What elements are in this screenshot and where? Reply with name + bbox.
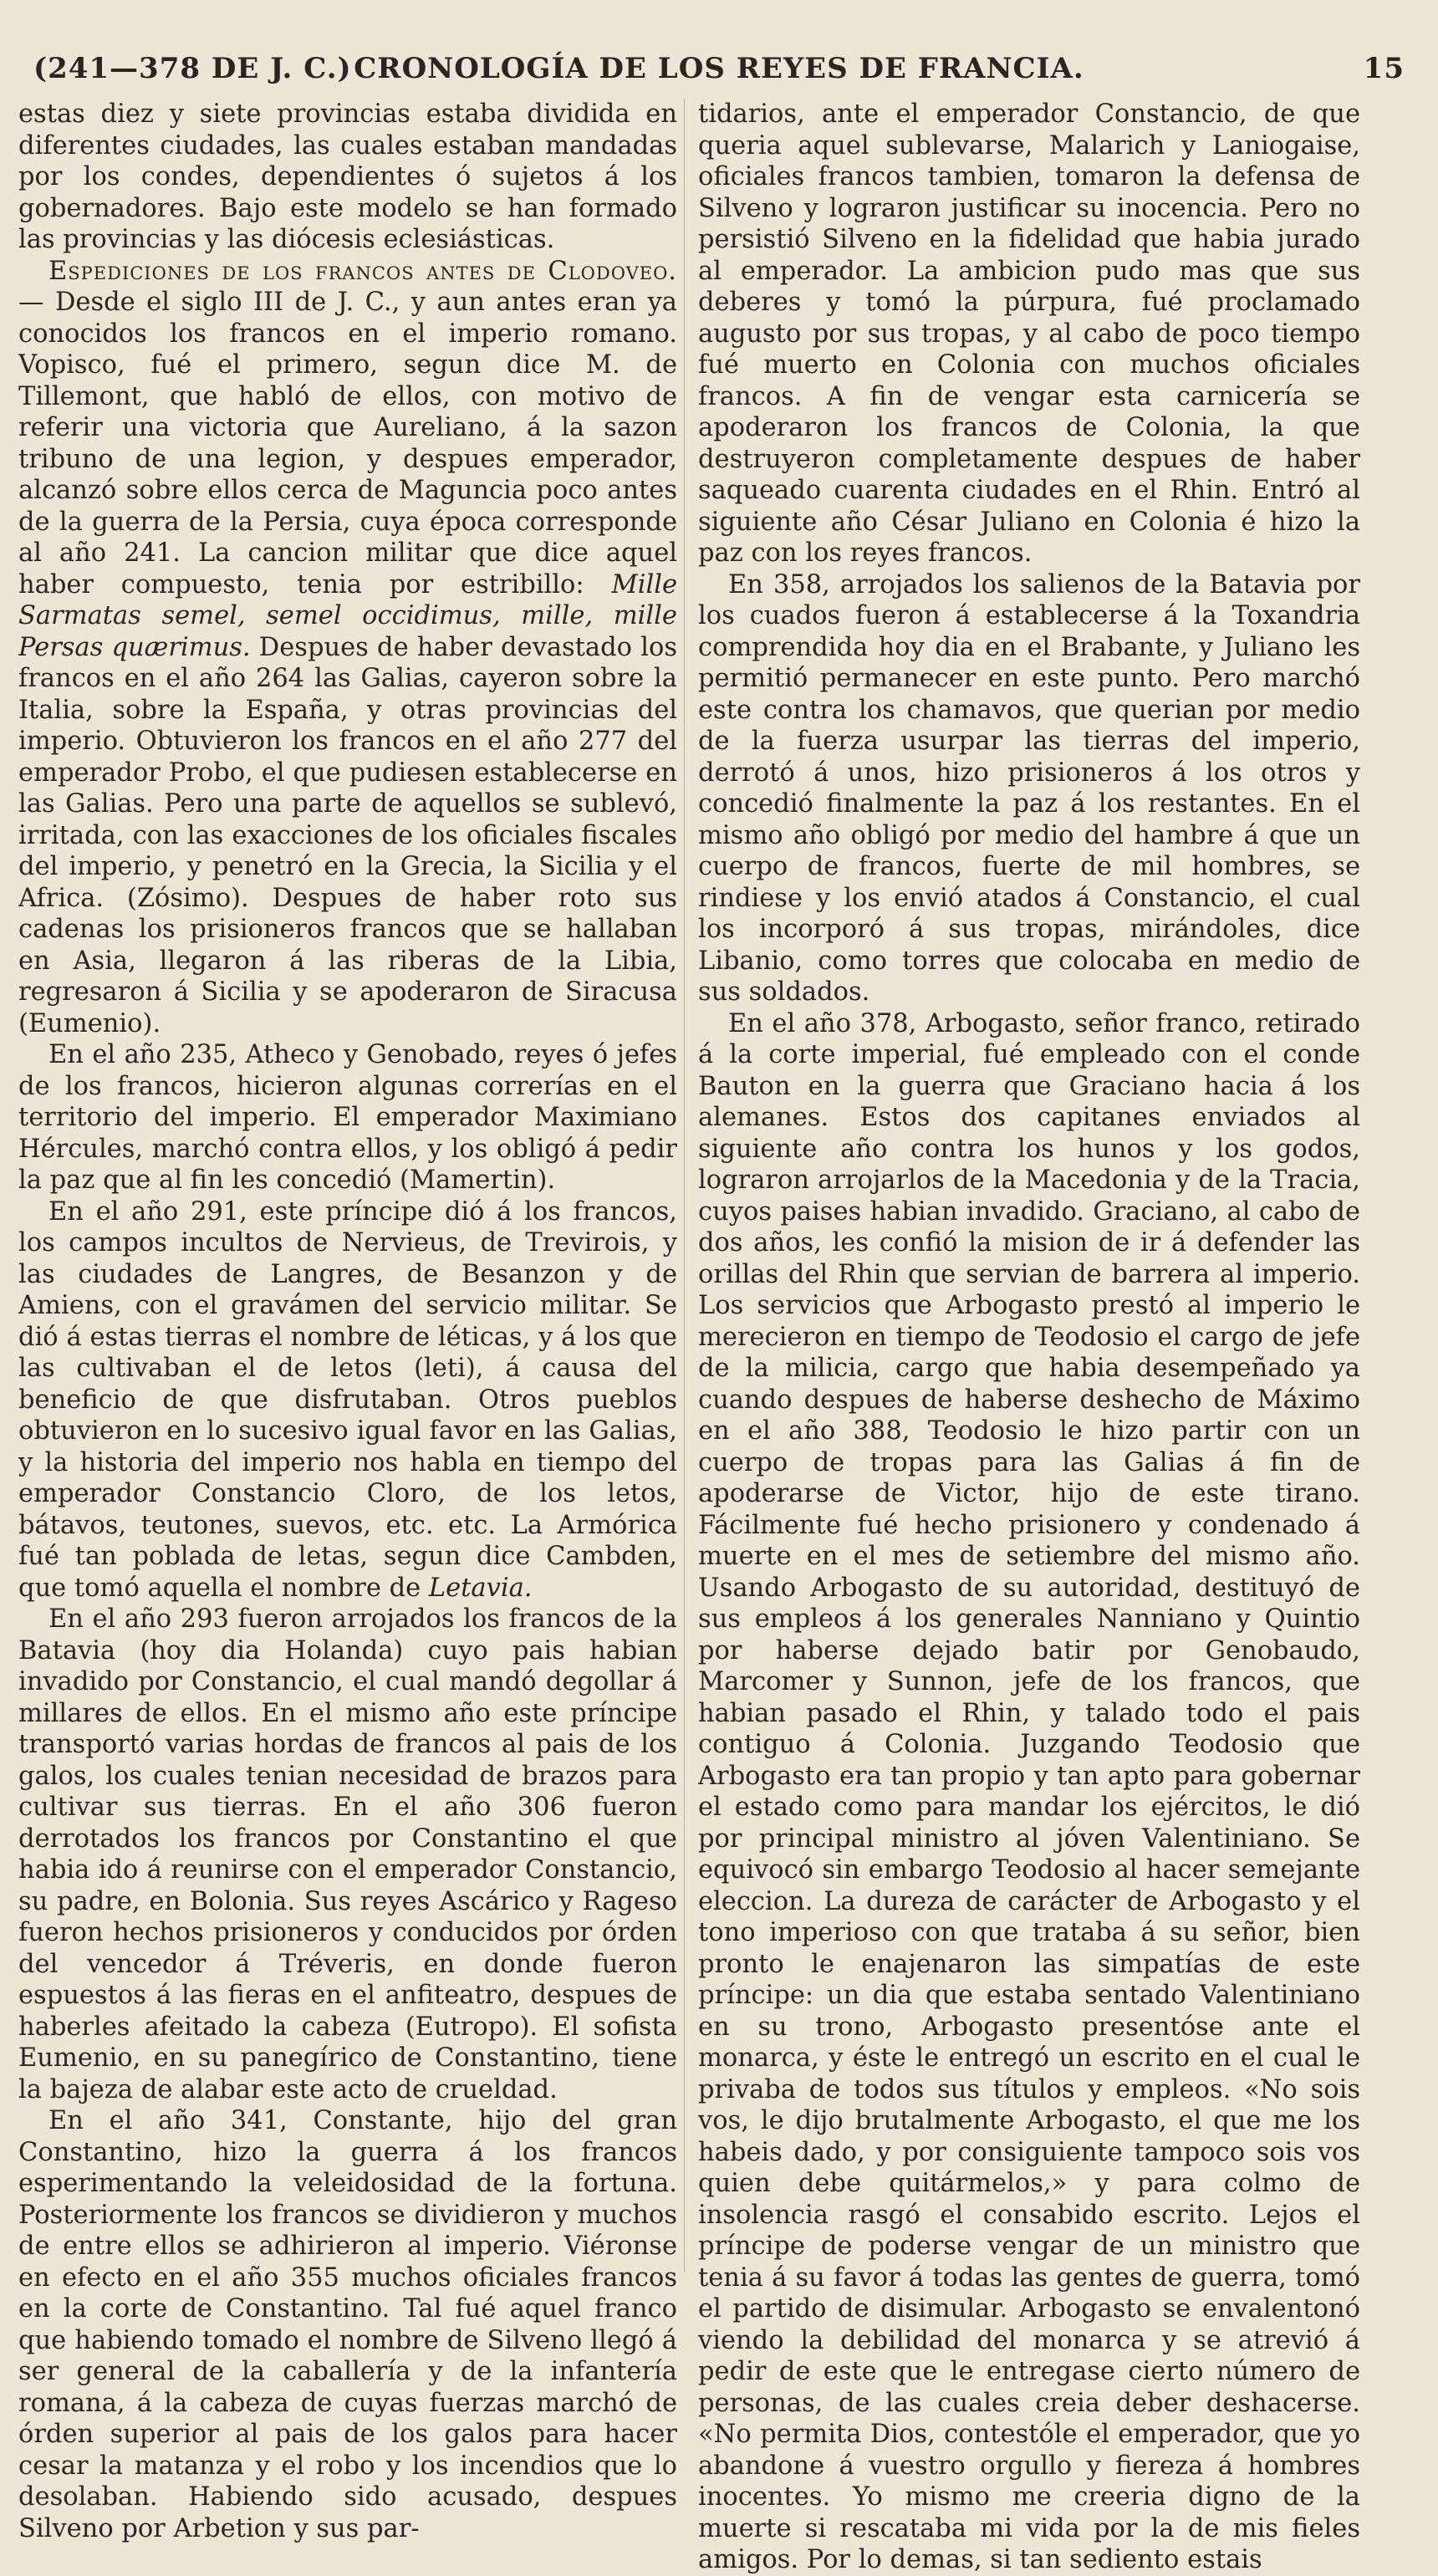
- paragraph: En el año 293 fueron arrojados los francos de la Batavia (hoy dia Holanda) cuyo pais habian invadido por Constancio, el cual mandó degollar á millares de ellos. En el mismo año este príncipe transportó varias hordas de francos al pais de los galos, los cuales tenian necesidad de brazos para cultivar sus tierras. En el año 306 fueron derrotados los francos por Constantino el que habia ido á reunirse con el emperador Constancio, su padre, en Bolonia. Sus reyes Ascárico y Rageso fueron hechos prisioneros y conducidos por órden del vencedor á Tréveris, en donde fueron espuestos á las fieras en el anfiteatro, despues de haberles afeitado la cabeza (Eutropo). El sofista Eumenio, en su panegírico de Constantino, tiene la bajeza de alabar este acto de crueldad.: [18, 1604, 677, 2104]
- paragraph: estas diez y siete provincias estaba dividida en diferentes ciudades, las cuales estaban mandadas por los condes, dependientes ó sujetos á los gobernadores. Bajo este modelo se han formado las provincias y las diócesis eclesiásticas.: [18, 99, 677, 254]
- paragraph: En el año 378, Arbogasto, señor franco, retirado á la corte imperial, fué empleado con el conde Bauton en la guerra que Graciano hacia á los alemanes. Estos dos capitanes enviados al siguiente año contra los hunos y los godos, lograron arrojarlos de la Macedonia y de la Tracia, cuyos paises habian invadido. Graciano, al cabo de dos años, les confió la mision de ir á defender las orillas del Rhin que servian de barrera al imperio. Los servicios que Arbogasto prestó al imperio le merecieron en tiempo de Teodosio el cargo de jefe de la milicia, cargo que habia desempeñado ya cuando despues de haberse deshecho de Máximo en el año 388, Teodosio le hizo partir con un cuerpo de tropas para las Galias á fin de apoderarse de Victor, hijo de este tirano. Fácilmente fué hecho prisionero y condenado á muerte en el mes de setiembre del mismo año. Usando Arbogasto de su autoridad, destituyó de sus empleos á los generales Nanniano y Quintio por haberse dejado batir por Genobaudo, Marcomer y Sunnon, jefe de los francos, que habian pasado el Rhin, y talado todo el pais contiguo á Colonia. Juzgando Teodosio que Arbogasto era tan propio y tan apto para gobernar el estado como para mandar los ejércitos, le dió por principal ministro al jóven Valentiniano. Se equivocó sin embargo Teodosio al hacer semejante eleccion. La dureza de carácter de Arbogasto y el tono imperioso con que trataba á su señor, bien pronto le enajenaron las simpatías de este príncipe: un dia que estaba sentado Valentiniano en su trono, Arbogasto presentóse ante el monarca, y éste le entregó un escrito en el cual le privaba de todos sus títulos y empleos. «No sois vos, le dijo brutalmente Arbogasto, el que me los habeis dado, y por consiguiente tampoco sois vos quien debe quitármelos,» y para colmo de insolencia rasgó el consabido escrito. Lejos el príncipe de poderse vengar de un ministro que tenia á su favor á todas las gentes de guerra, tomó el partido de disimular. Arbogasto se envalentonó viendo la debilidad del monarca y se atrevió á pedir de este que le entregase cierto número de personas, de las cuales creia deber deshacerse. «No permita Dios, contestóle el emperador, que yo abandone á vuestro orgullo y fiereza á hombres inocentes. Yo mismo me creeria digno de la muerte si rescataba mi vida por la de mis fieles amigos. Por lo demas, si tan sediento estais: [698, 1008, 1360, 2574]
- paragraph: [18, 1196, 677, 1604]
- header-title: CRONOLOGÍA DE LOS REYES DE FRANCIA.: [354, 52, 1084, 85]
- latin-quote: Mille Sarmatas semel, semel occidimus, mille, mille Persas quærimus.: [18, 569, 677, 662]
- italic-term: Letavia.: [428, 1573, 533, 1603]
- paragraph-text: — Desde el siglo III de J. C., y aun antes eran ya conocidos los francos en el imperio romano. Vopisco, fué el primero, segun dice M. de Tillemont, que habló de ellos, con motivo de referir una victoria que Aureliano, á la sazon tribuno de una legion, y despues emperador, alcanzó sobre ellos cerca de Maguncia poco antes de la guerra de la Persia, cuya época corresponde al año 241. La cancion militar que dice aquel haber compuesto, tenia por estribillo:: [18, 288, 677, 599]
- paragraph: [18, 256, 677, 1040]
- header-date-range: (241—378 DE J. C.): [33, 52, 352, 85]
- paragraph: En el año 341, Constante, hijo del gran Constantino, hizo la guerra á los francos esperimentando la veleidosidad de la fortuna. Posteriormente los francos se dividieron y muchos de entre ellos se adhirieron al imperio. Viéronse en efecto en el año 355 muchos oficiales francos en la corte de Constantino. Tal fué aquel franco que habiendo tomado el nombre de Silveno llegó á ser general de la caballería y de la infantería romana, á la cabeza de cuyas fuerzas marchó de órden superior al pais de los galos para hacer cesar la matanza y el robo y los incendios que lo desolaban. Habiendo sido acusado, despues Silveno por Arbetion y sus par-: [18, 2106, 677, 2543]
- paragraph: En 358, arrojados los salienos de la Batavia por los cuados fueron á establecerse á la Toxandria comprendida hoy dia en el Brabante, y Juliano les permitió permanecer en este punto. Pero marchó este contra los chamavos, que querian por medio de la fuerza usurpar las tierras del imperio, derrotó á unos, hizo prisioneros á los otros y concedió finalmente la paz á los restantes. En el mismo año obligó por medio del hambre á que un cuerpo de francos, fuerte de mil hombres, se rindiese y los envió atados á Constancio, el cual los incorporó á sus tropas, mirándoles, dice Libanio, como torres que colocaba en medio de sus soldados.: [698, 569, 1360, 1007]
- section-heading: Espediciones de los francos antes de Clodoveo.: [48, 256, 677, 286]
- paragraph: En el año 235, Atheco y Genobado, reyes ó jefes de los francos, hicieron algunas correrías en el territorio del imperio. El emperador Maximiano Hércules, marchó contra ellos, y los obligó á pedir la paz que al fin les concedió (Mamertin).: [18, 1040, 677, 1195]
- paragraph: tidarios, ante el emperador Constancio, de que queria aquel sublevarse, Malarich y Laniogaise, oficiales francos tambien, tomaron la defensa de Silveno y lograron justificar su inocencia. Pero no persistió Silveno en la fidelidad que habia jurado al emperador. La ambicion pudo mas que sus deberes y tomó la púrpura, fué proclamado augusto por sus tropas, y al cabo de poco tiempo fué muerto en Colonia con muchos oficiales francos. A fin de vengar esta carnicería se apoderaron los francos de Colonia, la que destruyeron completamente despues de haber saqueado cuarenta ciudades en el Rhin. Entró al siguiente año César Juliano en Colonia é hizo la paz con los reyes francos.: [698, 99, 1360, 568]
- page-header: [33, 52, 1405, 100]
- paragraph-text: En el año 291, este príncipe dió á los francos, los campos incultos de Nervieus, de Trevirois, y las ciudades de Langres, de Besanzon y de Amiens, con el gravámen del servicio militar. Se dió á estas tierras el nombre de léticas, y á los que las cultivaban el de letos (leti), á causa del beneficio de que disfrutaban. Otros pueblos obtuvieron en lo sucesivo igual favor en las Galias, y la historia del imperio nos habla en tiempo del emperador Constancio Cloro, de los letos, bátavos, teutones, suevos, etc. etc. La Armórica fué tan poblada de letas, segun dice Cambden, que tomó aquella el nombre de: [18, 1196, 677, 1603]
- page-number: 15: [1363, 52, 1405, 85]
- column-divider: [684, 99, 685, 2272]
- right-column: [698, 99, 1360, 2576]
- paragraph-text: Despues de haber devastado los francos en el año 264 las Galias, cayeron sobre la Italia, sobre la España, y otras provincias del imperio. Obtuvieron los francos en el año 277 del emperador Probo, el que pudiesen establecerse en las Galias. Pero una parte de aquellos se sublevó, irritada, con las exacciones de los oficiales fiscales del imperio, y penetró en la Grecia, la Sicilia y el Africa. (Zósimo). Despues de haber roto sus cadenas los prisioneros francos que se hallaban en Asia, llegaron á las riberas de la Libia, regresaron á Sicilia y se apoderaron de Siracusa (Eumenio).: [18, 632, 677, 1038]
- left-column: [18, 99, 677, 2544]
